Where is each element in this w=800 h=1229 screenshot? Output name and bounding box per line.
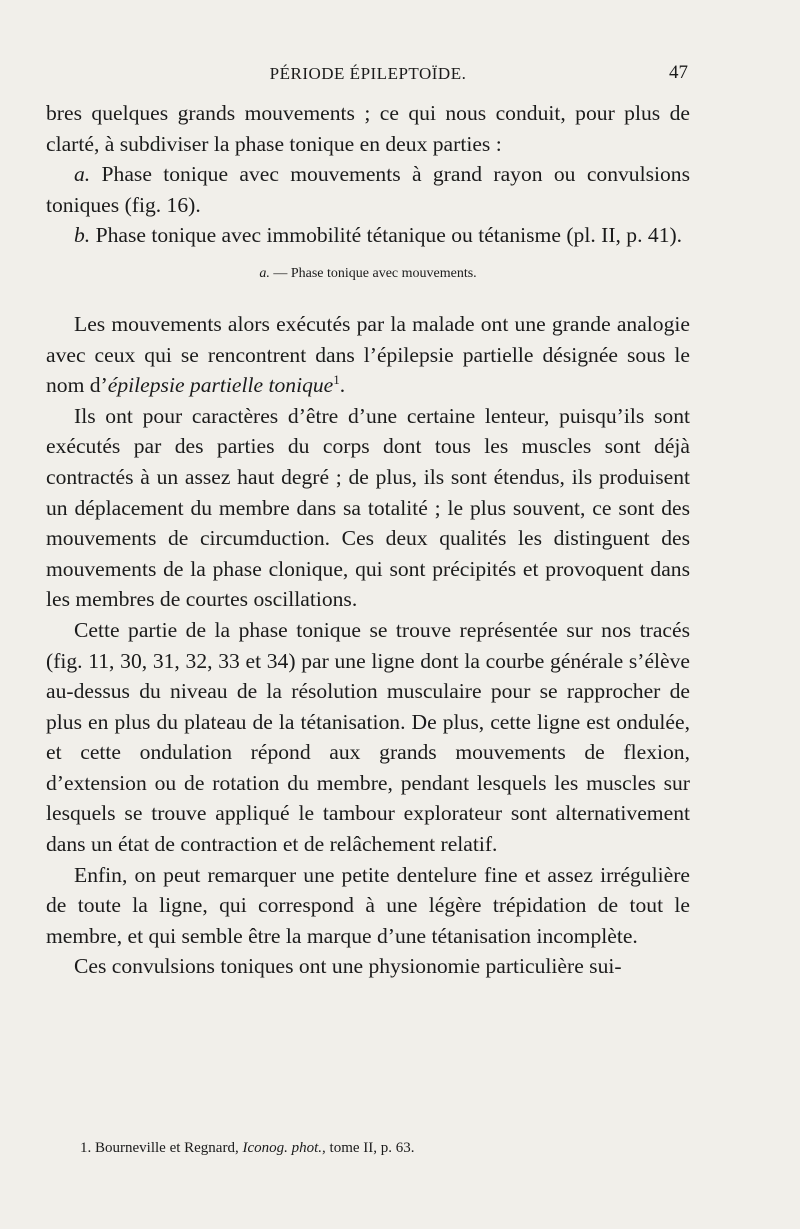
paragraph-continuation: bres quelques grands mouvements ; ce qui nous conduit, pour plus de clarté, à subdiviser la phase tonique en deux parties :: [46, 101, 690, 156]
section-subheading: [46, 265, 690, 283]
list-item-b: [46, 220, 690, 251]
list-item-a-text: Phase tonique avec mouvements à grand rayon ou convulsions toniques (fig. 16).: [46, 162, 690, 217]
page-header: [48, 62, 688, 88]
body-text: [46, 98, 690, 982]
footnote-title: Iconog. phot.: [242, 1140, 323, 1156]
paragraph-analogie-text: Les mouvements alors exécutés par la malade ont une grande analogie avec ceux qui se rencontrent dans l’épilepsie partielle désignée sous le nom d’: [46, 311, 690, 398]
subheading-text: — Phase tonique avec mouvements.: [269, 265, 477, 281]
list-item-a-letter: a.: [74, 162, 91, 187]
list-item-b-letter: b.: [74, 223, 91, 248]
list-item-a: [46, 159, 690, 220]
running-title: PÉRIODE ÉPILEPTOÏDE.: [269, 64, 467, 83]
list-item-b-text: Phase tonique avec immobilité tétanique ou tétanisme (pl. II, p. 41).: [90, 223, 683, 248]
paragraph-traces: Cette partie de la phase tonique se trouve représentée sur nos tracés (fig. 11, 30, 31, 32, 33 et 34) par une ligne dont la courbe générale s’élève au-dessus du niveau de la résolution musculaire pour se rapprocher de plus en plus du plateau de la tétanisation. De plus, cette ligne est ondulée, et cette ondulation répond aux grands mouvements de flexion, d’extension ou de rotation du membre, pendant lesquels les muscles sur lesquels se trouve appliqué le tambour explorateur sont alternativement dans un état de contraction et de relâchement relatif.: [46, 617, 690, 857]
subheading-letter: a.: [259, 265, 270, 281]
paragraph-caracteres: Ils ont pour caractères d’être d’une certaine lenteur, puisqu’ils sont exécutés par des parties du corps dont tous les muscles sont déjà contractés à un assez haut degré ; de plus, ils sont étendus, ils produisent un déplacement du membre dans sa totalité ; le plus souvent, ce sont des mouvements de circumduction. Ces deux qualités les distinguent des mouvements de la phase clonique, qui sont précipités et provoquent dans les membres de courtes oscillations.: [46, 403, 690, 612]
footnote: [80, 1138, 700, 1158]
footnote-rest: , tome II, p. 63.: [322, 1140, 415, 1156]
footnote-ref: 1: [333, 371, 340, 387]
page-number: 47: [669, 62, 688, 83]
footnote-authors: Bourneville et Regnard,: [91, 1140, 243, 1156]
italic-term: épilepsie partielle tonique: [107, 373, 334, 398]
paragraph-dentelure: Enfin, on peut remarquer une petite dentelure fine et assez irrégulière de toute la ligne, qui correspond à une légère trépidation de tout le membre, et qui semble être la marque d’une tétanisation incomplète.: [46, 862, 690, 948]
footnote-number: 1.: [80, 1140, 92, 1156]
paragraph-analogie-end: .: [339, 373, 346, 398]
paragraph-physionomie: Ces convulsions toniques ont une physionomie particulière sui-: [74, 954, 622, 979]
paragraph-analogie: [46, 309, 690, 401]
